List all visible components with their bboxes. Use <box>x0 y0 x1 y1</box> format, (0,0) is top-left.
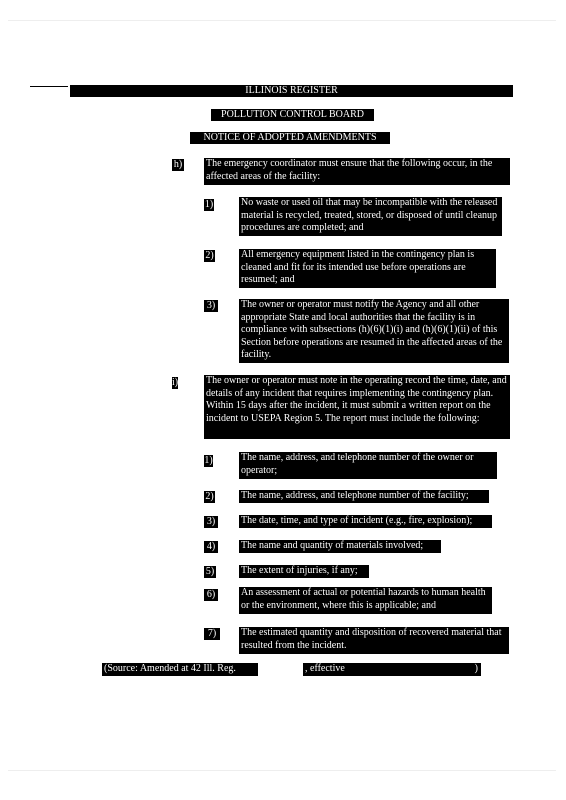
scan-edge-bottom <box>8 770 556 771</box>
header-notice: NOTICE OF ADOPTED AMENDMENTS <box>190 132 390 144</box>
subitem-label: 1) <box>204 199 214 210</box>
scan-edge-top <box>8 20 556 21</box>
subitem-text: The estimated quantity and disposition of recovered material that resulted from the incident. <box>239 627 509 654</box>
header-rule-left <box>30 86 68 87</box>
header-title: ILLINOIS REGISTER <box>245 85 338 96</box>
item-label: i) <box>172 377 179 388</box>
source-effective-text: , effective <box>305 663 345 674</box>
subitem-text: An assessment of actual or potential hazards to human health or the environment, where this is applicable; and <box>239 587 492 614</box>
subitem-label: 2) <box>205 250 214 261</box>
subitem-text: The name, address, and telephone number of the owner or operator; <box>239 452 497 479</box>
subitem-label: 7) <box>204 628 220 640</box>
subitem-label: 5) <box>205 566 215 577</box>
subitem-label: 3) <box>204 516 218 528</box>
source-close: ) <box>474 663 478 674</box>
header-board: POLLUTION CONTROL BOARD <box>211 109 374 121</box>
subitem-text: The date, time, and type of incident (e.g., fire, explosion); <box>239 515 492 528</box>
subitem-label: 3) <box>204 300 218 312</box>
subitem-label: 1) <box>204 455 213 466</box>
subitem-text: The owner or operator must notify the Agency and all other appropriate State and local authorities that the facility is in compliance with subsections (h)(6)(1)(i) and (h)(6)(1)(ii) of this Section before operations are resumed in the affected areas of the facility. <box>239 299 509 363</box>
subitem-label: 2) <box>205 491 214 502</box>
item-label: h) <box>173 159 183 170</box>
subitem-text: The name and quantity of materials involved; <box>239 540 441 553</box>
source-effective <box>303 663 481 676</box>
item-text: The emergency coordinator must ensure that the following occur, in the affected areas of the facility: <box>204 158 510 185</box>
subitem-label: 4) <box>204 541 218 553</box>
subitem-label: 6) <box>204 589 218 601</box>
subitem-text: All emergency equipment listed in the contingency plan is cleaned and fit for its intended use before operations are resumed; and <box>239 249 496 288</box>
header-title-bar <box>70 85 513 97</box>
item-text: The owner or operator must note in the operating record the time, date, and details of any incident that requires implementing the contingency plan. Within 15 days after the incident, it must submit a written report on the incident to USEPA Region 5. The report must include the following: <box>204 375 510 439</box>
subitem-text: The extent of injuries, if any; <box>239 565 369 578</box>
source-text: (Source: Amended at 42 Ill. Reg. <box>102 663 258 676</box>
subitem-text: The name, address, and telephone number of the facility; <box>239 490 489 503</box>
subitem-text: No waste or used oil that may be incompatible with the released material is recycled, treated, stored, or disposed of until cleanup procedures are completed; and <box>239 197 502 236</box>
